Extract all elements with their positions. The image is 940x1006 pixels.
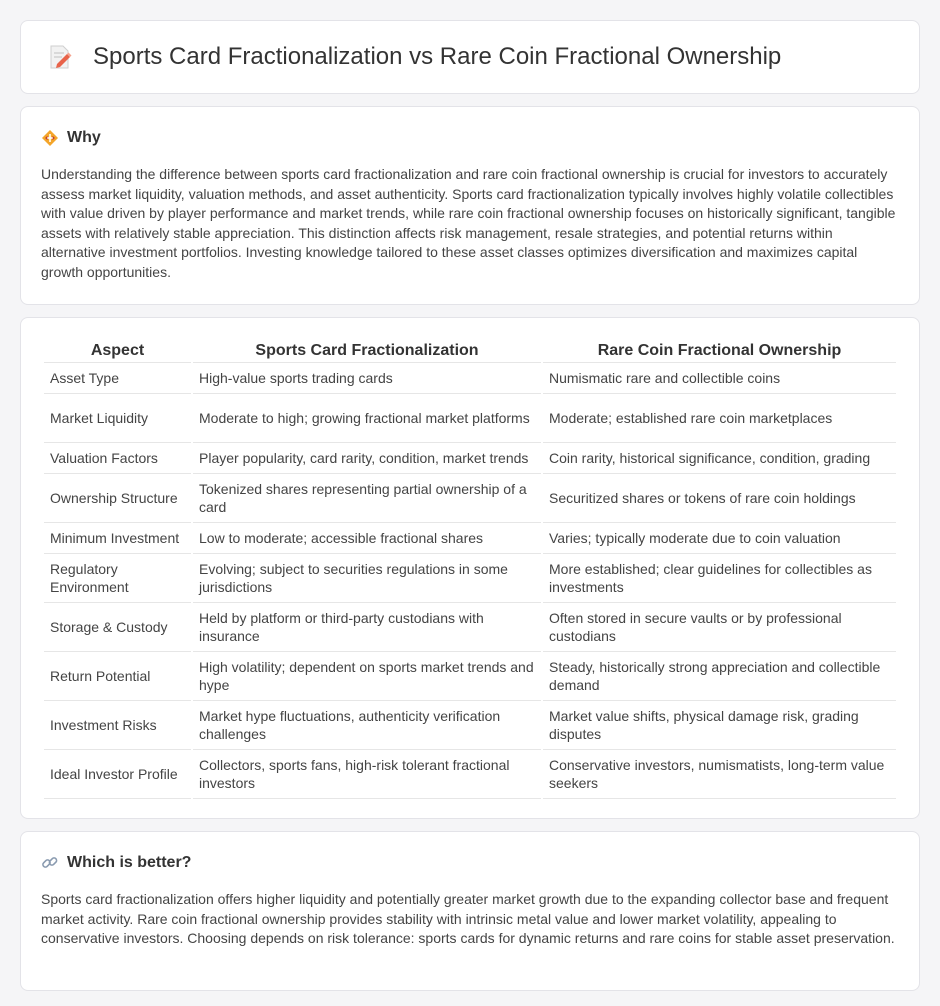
sports-card-cell: High volatility; dependent on sports market trends and hype — [193, 652, 541, 701]
table-row — [44, 750, 896, 799]
page-title: Sports Card Fractionalization vs Rare Coin Fractional Ownership — [93, 43, 782, 70]
table-row — [44, 701, 896, 750]
rare-coin-cell: Varies; typically moderate due to coin valuation — [543, 523, 896, 554]
why-heading — [41, 129, 899, 147]
rare-coin-cell: Moderate; established rare coin marketplaces — [543, 394, 896, 443]
diamond-arrows-icon — [41, 129, 59, 147]
aspect-cell: Asset Type — [44, 363, 191, 394]
rare-coin-cell: More established; clear guidelines for collectibles as investments — [543, 554, 896, 603]
link-icon — [41, 854, 59, 872]
aspect-cell: Return Potential — [44, 652, 191, 701]
sports-card-cell: Low to moderate; accessible fractional shares — [193, 523, 541, 554]
pencil-document-icon — [45, 42, 75, 72]
why-section — [20, 106, 920, 305]
better-title: Which is better? — [67, 854, 192, 871]
comparison-table-card — [20, 317, 920, 819]
rare-coin-cell: Securitized shares or tokens of rare coin holdings — [543, 474, 896, 523]
header-card — [20, 20, 920, 94]
aspect-cell: Minimum Investment — [44, 523, 191, 554]
header-rare-coin: Rare Coin Fractional Ownership — [543, 338, 896, 363]
rare-coin-cell: Coin rarity, historical significance, condition, grading — [543, 443, 896, 474]
aspect-cell: Storage & Custody — [44, 603, 191, 652]
header-aspect: Aspect — [44, 338, 191, 363]
rare-coin-cell: Numismatic rare and collectible coins — [543, 363, 896, 394]
aspect-cell: Investment Risks — [44, 701, 191, 750]
table-row — [44, 363, 896, 394]
sports-card-cell: Evolving; subject to securities regulations in some jurisdictions — [193, 554, 541, 603]
sports-card-cell: Market hype fluctuations, authenticity verification challenges — [193, 701, 541, 750]
which-is-better-section — [20, 831, 920, 991]
rare-coin-cell: Conservative investors, numismatists, long-term value seekers — [543, 750, 896, 799]
comparison-table — [42, 338, 898, 799]
table-row — [44, 652, 896, 701]
table-row — [44, 603, 896, 652]
why-paragraph: Understanding the difference between sports card fractionalization and rare coin fractional ownership is crucial for investors to accurately assess market liquidity, valuation methods, and asset authenticity. Sports card fractionalization typically involves highly volatile collectibles with value driven by player performance and market trends, while rare coin fractional ownership focuses on historically significant, tangible assets with relatively stable appreciation. This distinction affects risk management, resale strategies, and potential returns within alternative investment portfolios. Investing knowledge tailored to these asset classes optimizes diversification and maximizes capital growth opportunities. — [41, 166, 896, 280]
table-header-row — [44, 338, 896, 363]
table-row — [44, 474, 896, 523]
table-row — [44, 443, 896, 474]
better-heading — [41, 854, 899, 872]
sports-card-cell: Tokenized shares representing partial ownership of a card — [193, 474, 541, 523]
aspect-cell: Ideal Investor Profile — [44, 750, 191, 799]
rare-coin-cell: Market value shifts, physical damage risk, grading disputes — [543, 701, 896, 750]
why-title: Why — [67, 129, 101, 146]
sports-card-cell: Moderate to high; growing fractional market platforms — [193, 394, 541, 443]
rare-coin-cell: Often stored in secure vaults or by professional custodians — [543, 603, 896, 652]
header-sports-card: Sports Card Fractionalization — [193, 338, 541, 363]
aspect-cell: Valuation Factors — [44, 443, 191, 474]
sports-card-cell: Collectors, sports fans, high-risk tolerant fractional investors — [193, 750, 541, 799]
aspect-cell: Regulatory Environment — [44, 554, 191, 603]
sports-card-cell: Held by platform or third-party custodians with insurance — [193, 603, 541, 652]
aspect-cell: Ownership Structure — [44, 474, 191, 523]
sports-card-cell: Player popularity, card rarity, condition, market trends — [193, 443, 541, 474]
table-row — [44, 554, 896, 603]
sports-card-cell: High-value sports trading cards — [193, 363, 541, 394]
aspect-cell: Market Liquidity — [44, 394, 191, 443]
table-row — [44, 523, 896, 554]
rare-coin-cell: Steady, historically strong appreciation and collectible demand — [543, 652, 896, 701]
better-paragraph: Sports card fractionalization offers higher liquidity and potentially greater market growth due to the expanding collector base and frequent market activity. Rare coin fractional ownership provides stability with intrinsic metal value and lower market volatility, appealing to conservative investors. Choosing depends on risk tolerance: sports cards for dynamic returns and rare coins for stable asset preservation. — [41, 891, 895, 946]
table-row — [44, 394, 896, 443]
